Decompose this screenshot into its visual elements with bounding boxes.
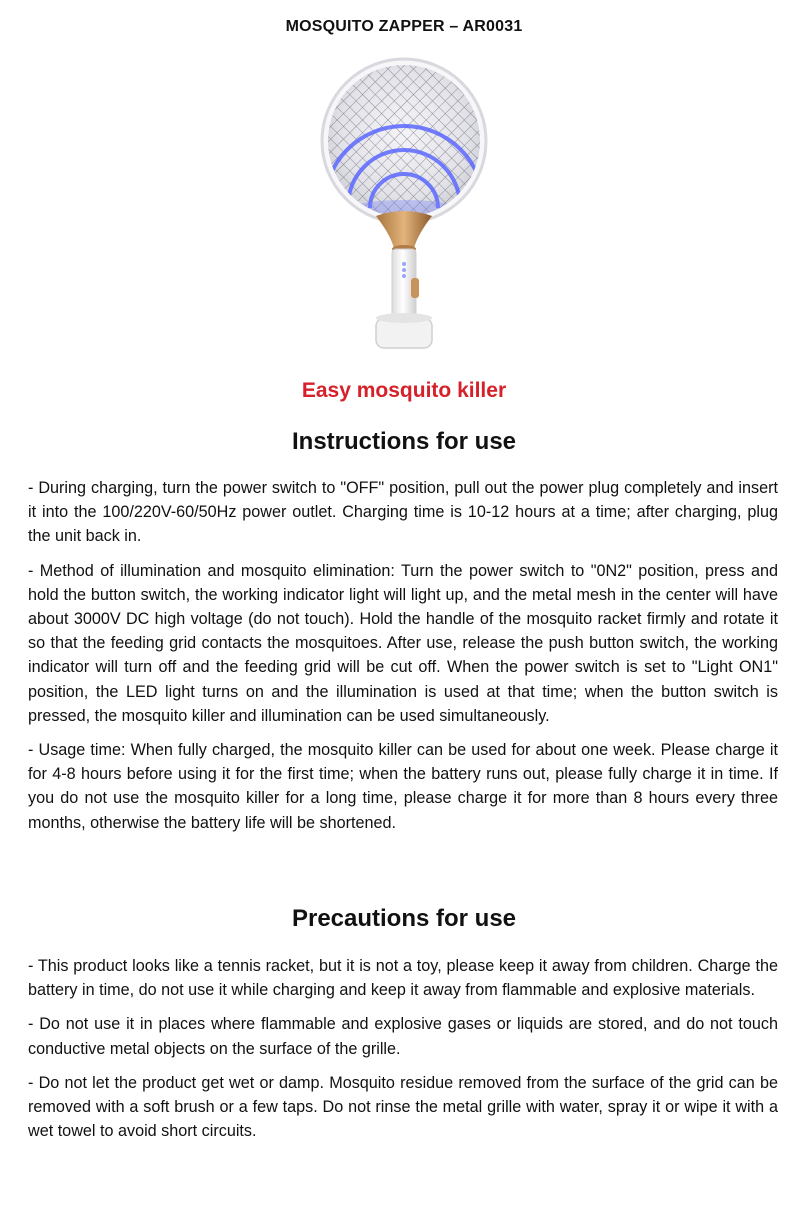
- precaution-paragraph: - Do not let the product get wet or damp. Mosquito residue removed from the surface of the grid can be removed with a soft brush or a few taps. Do not rinse the metal grille with water, spray it or wipe it with a wet towel to avoid short circuits.: [28, 1073, 778, 1141]
- precautions-section: [28, 954, 778, 1153]
- precautions-heading: Precautions for use: [291, 905, 517, 932]
- document-title: MOSQUITO ZAPPER – AR0031: [285, 18, 523, 35]
- tagline: Easy mosquito killer: [301, 379, 507, 402]
- instruction-paragraph: - During charging, turn the power switch to "OFF" position, pull out the power plug completely and insert it into the 100/220V-60/50Hz power outlet. Charging time is 10-12 hours at a time; after charging, plug the unit back in.: [28, 479, 778, 546]
- instruction-paragraph: - Method of illumination and mosquito elimination: Turn the power switch to "0N2" position, press and hold the button switch, the working indicator light will light up, and the metal mesh in the center will have about 3000V DC high voltage (do not touch). Hold the handle of the mosquito racket firmly and rotate it so that the feeding grid contacts the mosquitoes. After use, release the push button switch, the working indicator will turn off and the feeding grid will be cut off. When the power switch is set to "Light ON1" position, the LED light turns on and the illumination is used at that time; when the button switch is pressed, the mosquito killer and illumination can be used simultaneously.: [28, 561, 778, 725]
- precaution-paragraph: - This product looks like a tennis racket, but it is not a toy, please keep it away from children. Charge the battery in time, do not use it while charging and keep it away from flammable and explosive materials.: [28, 957, 778, 1000]
- mosquito-racket-icon: [248, 56, 560, 362]
- precaution-paragraph: - Do not use it in places where flammable and explosive gases or liquids are stored, and do not touch conductive metal objects on the surface of the grille.: [28, 1015, 778, 1058]
- product-image: [248, 56, 560, 362]
- instruction-paragraph: - Usage time: When fully charged, the mosquito killer can be used for about one week. Please charge it for 4-8 hours before using it for the first time; when the battery runs out, please fully charge it in time. If you do not use the mosquito killer for a long time, please charge it for more than 8 hours every three months, otherwise the battery life will be shortened.: [28, 741, 778, 832]
- instructions-heading: Instructions for use: [291, 428, 517, 455]
- instructions-section: [28, 476, 778, 845]
